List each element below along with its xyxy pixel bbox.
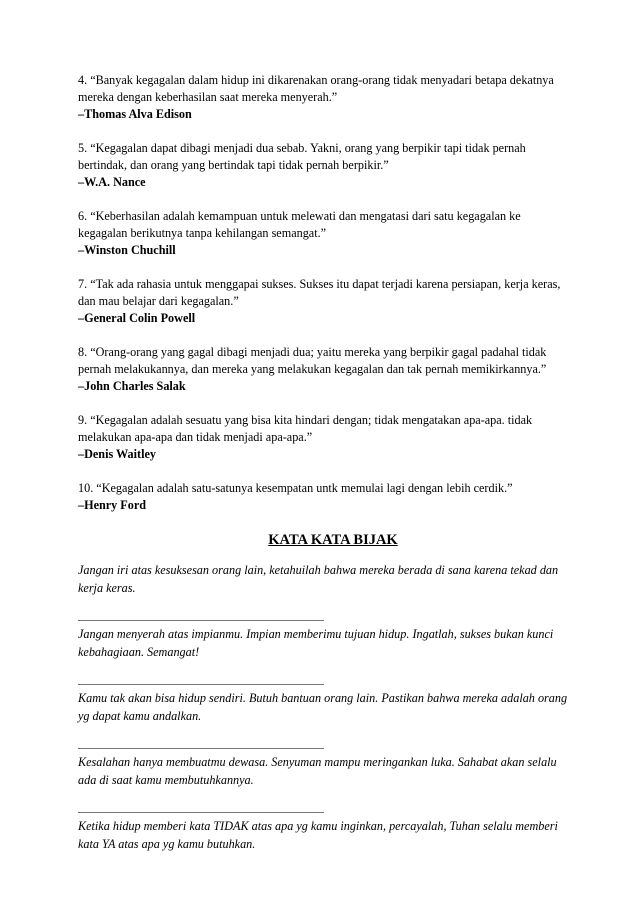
wise-saying: Kamu tak akan bisa hidup sendiri. Butuh bantuan orang lain. Pastikan bahwa mereka adalah orang yg dapat kamu andalkan. <box>78 691 568 723</box>
quote-author: –Henry Ford <box>78 498 147 512</box>
divider-line <box>78 742 328 749</box>
divider-line <box>78 678 328 685</box>
page-content <box>78 72 568 853</box>
quote-author: –Thomas Alva Edison <box>78 107 192 121</box>
quote-text: 8. “Orang-orang yang gagal dibagi menjadi dua; yaitu mereka yang berpikir gagal padahal tidak pernah melakukannya, dan mereka yang melakukan kegagalan dan tak pernah memikirkannya.” <box>78 345 547 376</box>
quote-author: –Winston Chuchill <box>78 243 176 257</box>
quote-block <box>78 480 568 514</box>
quote-author: –Denis Waitley <box>78 447 156 461</box>
wise-saying: Ketika hidup memberi kata TIDAK atas apa yg kamu inginkan, percayalah, Tuhan selalu memberi kata YA atas apa yg kamu butuhkan. <box>78 819 558 851</box>
quote-block <box>78 344 568 395</box>
quote-text: 10. “Kegagalan adalah satu-satunya kesempatan untk memulai lagi dengan lebih cerdik.” <box>78 481 513 495</box>
quote-block <box>78 140 568 191</box>
quote-block <box>78 72 568 123</box>
quote-block <box>78 276 568 327</box>
quote-author: –W.A. Nance <box>78 175 146 189</box>
wise-saying: Kesalahan hanya membuatmu dewasa. Senyuman mampu meringankan luka. Sahabat akan selalu ada di saat kamu membutuhkannya. <box>78 755 557 787</box>
divider-line <box>78 806 328 813</box>
quote-author: –General Colin Powell <box>78 311 196 325</box>
quote-text: 6. “Keberhasilan adalah kemampuan untuk melewati dan mengatasi dari satu kegagalan ke kegagalan berikutnya tanpa kehilangan semangat.” <box>78 209 521 240</box>
divider-line <box>78 614 328 621</box>
quote-text: 4. “Banyak kegagalan dalam hidup ini dikarenakan orang-orang tidak menyadari betapa dekatnya mereka dengan keberhasilan saat mereka menyerah.” <box>78 73 554 104</box>
quote-block <box>78 208 568 259</box>
quote-text: 9. “Kegagalan adalah sesuatu yang bisa kita hindari dengan; tidak mengatakan apa-apa. tidak melakukan apa-apa dan tidak menjadi apa-apa.” <box>78 413 533 444</box>
quote-text: 7. “Tak ada rahasia untuk menggapai sukses. Sukses itu dapat terjadi karena persiapan, kerja keras, dan mau belajar dari kegagalan.” <box>78 277 561 308</box>
quote-author: –John Charles Salak <box>78 379 186 393</box>
quote-block <box>78 412 568 463</box>
wise-saying: Jangan iri atas kesuksesan orang lain, ketahuilah bahwa mereka berada di sana karena tekad dan kerja keras. <box>78 563 559 595</box>
section-heading: KATA KATA BIJAK <box>268 532 398 548</box>
wise-saying: Jangan menyerah atas impianmu. Impian memberimu tujuan hidup. Ingatlah, sukses bukan kunci kebahagiaan. Semangat! <box>78 627 554 659</box>
quote-text: 5. “Kegagalan dapat dibagi menjadi dua sebab. Yakni, orang yang berpikir tapi tidak pernah bertindak, dan orang yang bertindak tapi tidak pernah berpikir.” <box>78 141 526 172</box>
